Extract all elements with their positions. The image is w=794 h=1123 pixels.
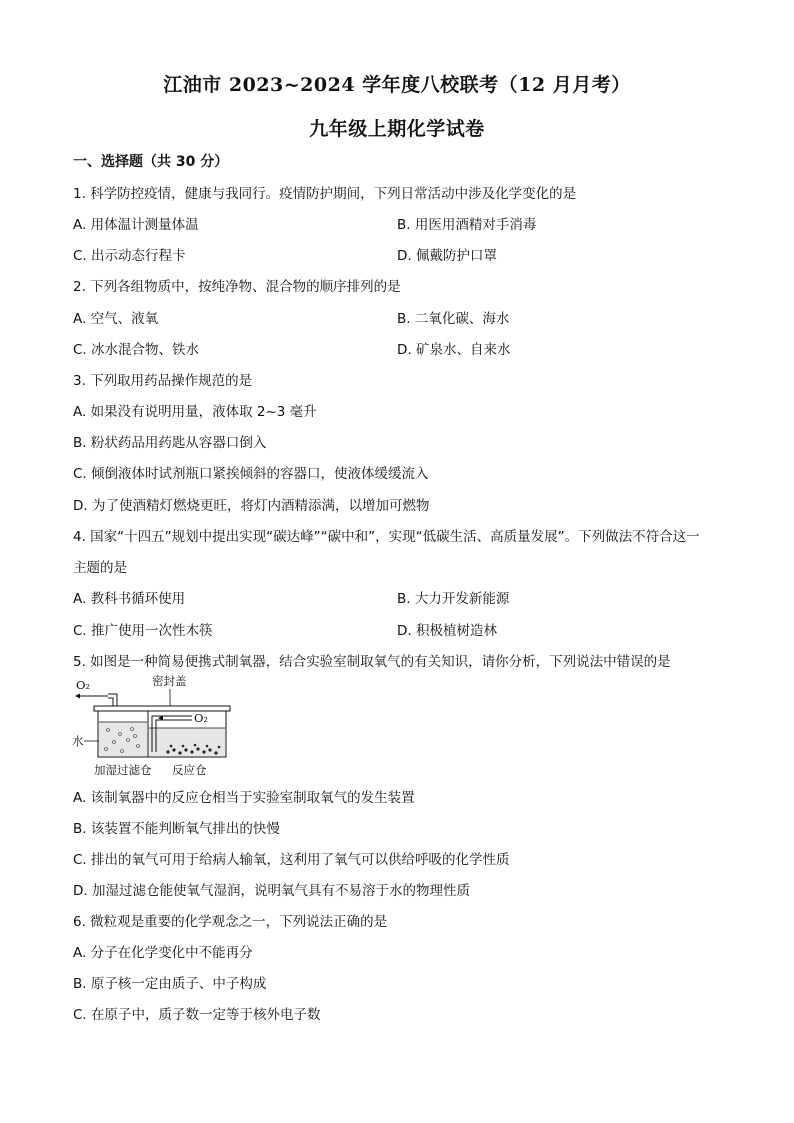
label-reactor: 反应仓 — [172, 763, 207, 777]
question-1-stem: 1. 科学防控疫情，健康与我同行。疫情防护期间，下列日常活动中涉及化学变化的是 — [73, 186, 577, 202]
q3-option-a: A. 如果没有说明用量，液体取 2~3 毫升 — [73, 404, 317, 420]
q1-option-c: C. 出示动态行程卡 — [73, 248, 186, 264]
label-water: 水 — [72, 734, 84, 748]
label-o2-out: O₂ — [76, 678, 91, 692]
q3-option-c: C. 倾倒液体时试剂瓶口紧挨倾斜的容器口，使液体缓缓流入 — [73, 466, 429, 482]
label-filter: 加湿过滤仓 — [94, 763, 152, 777]
q6-option-b: B. 原子核一定由质子、中子构成 — [73, 976, 267, 992]
q2-option-b: B. 二氧化碳、海水 — [397, 311, 510, 327]
q2-option-d: D. 矿泉水、自来水 — [397, 342, 511, 358]
label-lid: 密封盖 — [152, 674, 187, 688]
question-5-stem: 5. 如图是一种简易便携式制氧器，结合实验室制取氧气的有关知识，请你分析，下列说法中错误的是 — [73, 654, 671, 670]
question-3-stem: 3. 下列取用药品操作规范的是 — [73, 373, 253, 389]
q4-option-d: D. 积极植树造林 — [397, 623, 497, 639]
q5-option-d: D. 加湿过滤仓能使氧气湿润，说明氧气具有不易溶于水的物理性质 — [73, 883, 470, 899]
sealing-lid — [94, 706, 230, 711]
q5-option-a: A. 该制氧器中的反应仓相当于实验室制取氧气的发生装置 — [73, 790, 415, 806]
question-6-stem: 6. 微粒观是重要的化学观念之一，下列说法正确的是 — [73, 914, 388, 930]
exam-title: 江油市 2023~2024 学年度八校联考（12 月月考） — [163, 74, 631, 96]
q3-option-d: D. 为了使酒精灯燃烧更旺，将灯内酒精添满，以增加可燃物 — [73, 498, 430, 514]
q1-option-a: A. 用体温计测量体温 — [73, 217, 199, 233]
q5-option-b: B. 该装置不能判断氧气排出的快慢 — [73, 821, 280, 837]
q4-option-a: A. 教科书循环使用 — [73, 591, 186, 607]
arrow-head — [75, 694, 80, 699]
q2-option-a: A. 空气、液氧 — [73, 311, 159, 327]
q1-option-b: B. 用医用酒精对手消毒 — [397, 217, 537, 233]
q3-option-b: B. 粉状药品用药匙从容器口倒入 — [73, 435, 267, 451]
q5-option-c: C. 排出的氧气可用于给病人输氧，这利用了氧气可以供给呼吸的化学性质 — [73, 852, 510, 868]
oxygen-generator-diagram — [72, 672, 242, 782]
q6-option-c: C. 在原子中，质子数一定等于核外电子数 — [73, 1007, 321, 1023]
q1-option-d: D. 佩戴防护口罩 — [397, 248, 497, 264]
question-4-stem: 4. 国家“十四五”规划中提出实现“碳达峰”“碳中和”，实现“低碳生活、高质量发展”。下列做法不符合这一 — [73, 529, 700, 545]
q6-option-a: A. 分子在化学变化中不能再分 — [73, 945, 253, 961]
exam-subtitle: 九年级上期化学试卷 — [309, 118, 485, 140]
q4-option-c: C. 推广使用一次性木筷 — [73, 623, 213, 639]
question-4-stem-cont: 主题的是 — [73, 560, 127, 576]
q2-option-c: C. 冰水混合物、铁水 — [73, 342, 200, 358]
label-o2-in: O₂ — [194, 711, 209, 725]
section-heading: 一、选择题（共 30 分） — [73, 154, 229, 170]
question-2-stem: 2. 下列各组物质中，按纯净物、混合物的顺序排列的是 — [73, 279, 401, 295]
q4-option-b: B. 大力开发新能源 — [397, 591, 510, 607]
